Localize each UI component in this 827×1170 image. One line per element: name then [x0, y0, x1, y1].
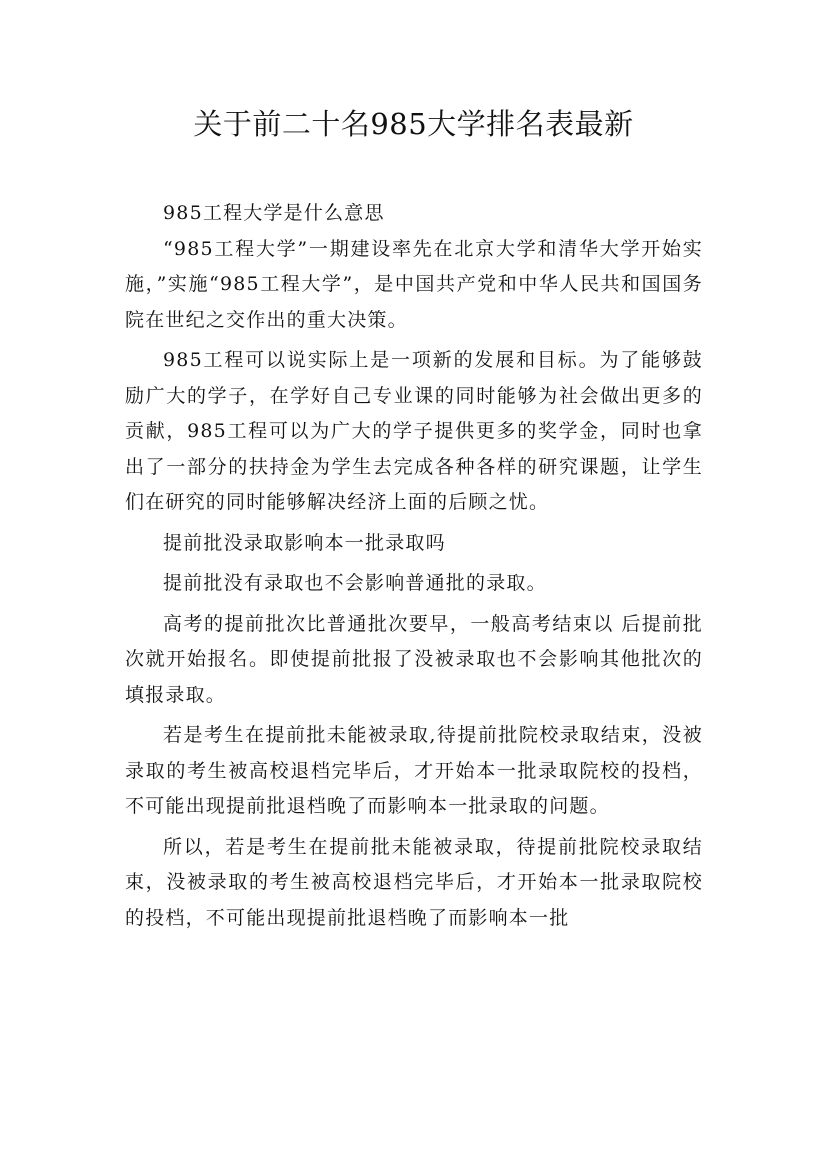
- document-title: 关于前二十名985大学排名表最新: [193, 107, 634, 141]
- paragraph-heading-early-admission: 提前批没录取影响本一批录取吗: [163, 531, 446, 554]
- paragraph-early-admission-process: 若是考生在提前批未能被录取,待提前批院校录取结束，没被录取的考生被高校退档完毕后，才开始本一批录取院校的投档，不可能出现提前批退档晚了而影响本一批录取的问题。: [125, 724, 703, 817]
- document-body: [125, 196, 703, 936]
- paragraph-985-intro: “985工程大学”一期建设率先在北京大学和清华大学开始实施，”实施“985工程大学”，是中国共产党和中华人民共和国国务院在世纪之交作出的重大决策。: [125, 237, 703, 331]
- paragraph-early-admission-answer: 提前批没有录取也不会影响普通批的录取。: [163, 572, 547, 594]
- paragraph-early-admission-timing: 高考的提前批次比普通批次要早，一般高考结束以 后提前批次就开始报名。即使提前批报了没被录取也不会影响其他批次的填报录取。: [125, 612, 703, 706]
- paragraph-heading-985-meaning: 985工程大学是什么意思: [163, 202, 385, 224]
- paragraph-conclusion: 所以，若是考生在提前批未能被录取，待提前批院校录取结束，没被录取的考生被高校退档完毕后，才开始本一批录取院校的投档，不可能出现提前批退档晚了而影响本一批: [125, 835, 703, 929]
- paragraph-985-goals: 985工程可以说实际上是一项新的发展和目标。为了能够鼓励广大的学子，在学好自己专业课的同时能够为社会做出更多的贡献，985工程可以为广大的学子提供更多的奖学金，同时也拿出了一部分的扶持金为学生去完成各种各样的研究课题，让学生们在研究的同时能够解决经济上面的后顾之忧。: [125, 349, 703, 513]
